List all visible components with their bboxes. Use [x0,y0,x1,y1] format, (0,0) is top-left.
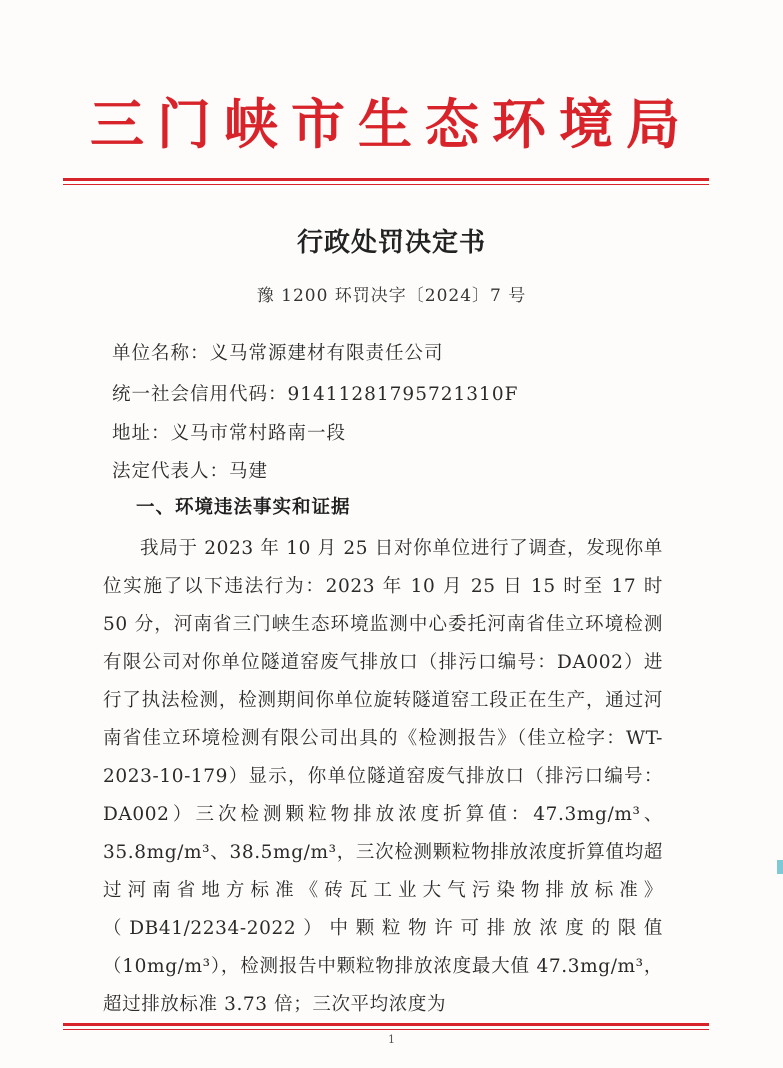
section-heading: 一、环境违法事实和证据 [136,497,351,518]
scan-edge-mark [777,860,783,874]
footer-red-rule-thin [63,1029,709,1030]
document-title: 行政处罚决定书 [296,228,486,258]
header-red-rule-thick [63,178,709,181]
header-red-rule-thin [63,184,709,185]
footer-red-rule-thick [63,1023,709,1026]
page-number: 1 [388,1033,395,1046]
document-number: 豫 1200 环罚决字〔2024〕7 号 [256,286,527,306]
party-name: 单位名称：义马常源建材有限责任公司 [112,343,444,364]
section-paragraph: 我局于 2023 年 10 月 25 日对你单位进行了调查，发现你单位实施了以下违法行为：2023 年 10 月 25 日 15 时至 17 时 50 分，河南省三门峡生态环境监测中心委托河南省佳立环境检测有限公司对你单位隧道窑废气排放口（排污口编号：DA002）进行了执法检测，检测期间你单位旋转隧道窑工段正在生产，通过河南省佳立环境检测有限公司出具的《检测报告》（佳立检字：WT-2023-10-179）显示，你单位隧道窑废气排放口（排污口编号：DA002）三次检测颗粒物排放浓度折算值：47.3mg/m³、35.8mg/m³、38.5mg/m³，三次检测颗粒物排放浓度折算值均超过河南省地方标准《砖瓦工业大气污染物排放标准》（DB41/2234-2022）中颗粒物许可排放浓度的限值（10mg/m³），检测报告中颗粒物排放浓度最大值 47.3mg/m³，超过排放标准 3.73 倍；三次平均浓度为 [103,538,663,1015]
party-legal-rep: 法定代表人：马建 [112,461,269,482]
party-address: 地址：义马市常村路南一段 [112,423,347,444]
party-credit-code: 统一社会信用代码：91411281795721310F [112,384,519,405]
agency-title: 三门峡市生态环境局 [90,92,693,156]
